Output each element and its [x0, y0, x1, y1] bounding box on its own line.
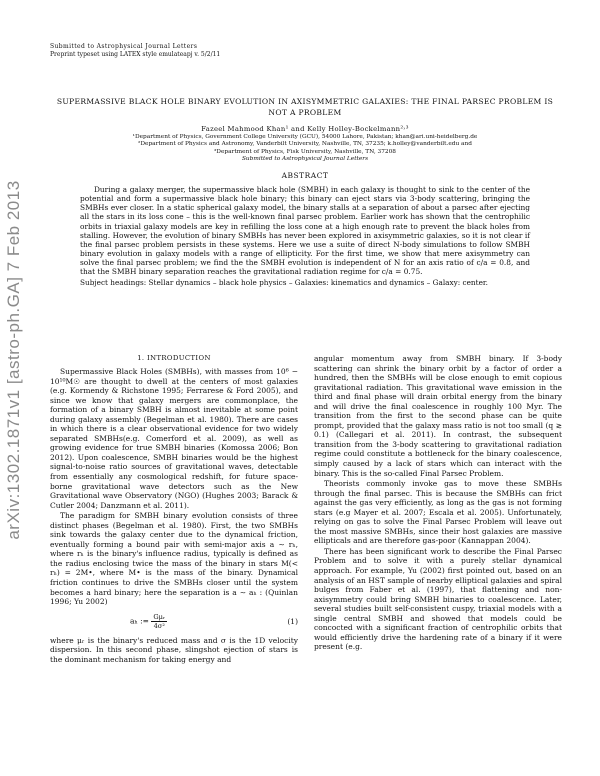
arxiv-identifier: arXiv:1302.1871v1 [astro-ph.GA] 7 Feb 2013: [4, 180, 23, 540]
equation-fraction: [151, 613, 167, 630]
left-column: [50, 354, 298, 664]
subject-headings: Subject headings: Stellar dynamics – black hole physics – Galaxies: kinematics and dynamics – Galaxy: center.: [80, 278, 488, 288]
arxiv-sidebar: [2, 150, 26, 570]
paragraph: Supermassive Black Holes (SMBHs), with masses from 10⁶ − 10¹⁰M☉ are thought to dwell at the centers of most galaxies (e.g. Kormendy & Richstone 1995; Ferrarese & Ford 2005), and since we know that galaxy mergers are commonplace, the formation of a binary SMBH is almost inevitable at some point during galaxy assembly (Begelman et al. 1980). There are cases in which there is a clear observational evidence for two widely separated SMBHs(e.g. Comerford et al. 2009), as well as growing evidence for true SMBH binaries (Komossa 2006; Bon 2012). Upon coalescence, SMBH binaries would be the highest signal-to-noise ratio sources of gravitational waves, detectable from essentially any cosmological redshift, for future space-borne gravitational wave detectors such as the New Gravitational wave Observatory (NGO) (Hughes 2003; Barack & Cutler 2004; Danzmann et al. 2011).: [50, 367, 298, 510]
equation-numerator: Gμᵣ: [153, 612, 166, 621]
paragraph: where μᵣ is the binary's reduced mass and σ is the 1D velocity dispersion. In this second phase, slingshot ejection of stars is the dominant mechanism for taking energy and: [50, 635, 298, 664]
abstract-text: During a galaxy merger, the supermassive black hole (SMBH) in each galaxy is thought to sink to the center of the potential and form a supermassive black hole binary; this binary can eject stars via 3-body scattering, bringing the SMBHs ever closer. In a static spherical galaxy model, the binary stalls at a separation of about a parsec after ejecting all the stars in its loss cone – this is the well-known final parsec problem. Earlier work has shown that the centrophilic orbits in triaxial galaxy models are key in refilling the loss cone at a high enough rate to prevent the black holes from stalling. However, the evolution of binary SMBHs has never been explored in axisymmetric galaxies, so it is not clear if the final parsec problem persists in these systems. Here we use a suite of direct N-body simulations to follow SMBH binary evolution in galaxy models with a range of ellipticity. For the first time, we show that mere axisymmetry can solve the final parsec problem; we find the the SMBH evolution is independent of N for an axis ratio of c/a = 0.8, and that the SMBH binary separation reaches the gravitational radiation regime for c/a = 0.75.: [80, 185, 530, 277]
paper-authors: Fazeel Mahmood Khan¹ and Kelly Holley-Bockelmann²˒³: [201, 125, 409, 133]
equation-lhs: aₕ :=: [130, 616, 149, 626]
paragraph: There has been significant work to describe the Final Parsec Problem and to solve it with a purely stellar dynamical approach. For example, Yu (2002) first pointed out, based on an analysis of an HST sample of nearby elliptical galaxies and spiral bulges from Faber et al. (1997), that flattening and non-axisymmetry could bring SMBH binaries to coalescence. Later, several studies built self-consistent cuspy, triaxial models with a single central SMBH and showed that models could be concocted with a significant fraction of centrophilic orbits that would efficiently drive the hardening rate of a binary if it were present (e.g.: [314, 546, 562, 652]
submitted-note: Submitted to Astrophysical Journal Letters: [241, 155, 369, 162]
paper-title: SUPERMASSIVE BLACK HOLE BINARY EVOLUTION IN AXISYMMETRIC GALAXIES: THE FINAL PARSEC PROBLEM IS NOT A PROBLEM: [56, 97, 554, 117]
paragraph: Theorists commonly invoke gas to move these SMBHs through the final parsec. This is because the SMBHs can frict against the gas very efficiently, as long as the gas is not forming stars (e.g Mayer et al. 2007; Escala et al. 2005). Unfortunately, relying on gas to solve the Final Parsec Problem will leave out the most massive SMBHs, since their host galaxies are massive ellipticals and are therefore gas-poor (Kannappan 2004).: [314, 479, 562, 546]
affiliation-2: ²Department of Physics and Astronomy, Vanderbilt University, Nashville, TN, 37235; k.holley@vanderbilt.edu and: [138, 141, 472, 148]
abstract-heading: ABSTRACT: [281, 171, 329, 181]
paper-page: [50, 0, 562, 664]
preprint-header: Preprint typeset using LATEX style emulateapj v. 5/2/11: [50, 51, 221, 58]
journal-header: Submitted to Astrophysical Journal Letters: [50, 43, 198, 50]
paragraph: The paradigm for SMBH binary evolution consists of three distinct phases (Begelman et al. 1980). First, the two SMBHs sink towards the galaxy center due to the dynamical friction, eventually forming a bound pair with semi-major axis a ∼ rₕ, where rₕ is the binary's influence radius, typically is defined as the radius enclosing twice the mass of the binary in stars M(< rₕ) = 2M•, where M• is the mass of the binary. Dynamical friction continues to drive the SMBHs closer until the system becomes a hard binary; here the separation is a ∼ aₕ : (Quinlan 1996; Yu 2002): [50, 511, 298, 607]
paragraph: angular momentum away from SMBH binary. If 3-body scattering can shrink the binary orbit by a factor of order a hundred, then the SMBHs will be close enough to emit copious gravitational radiation. This gravitational wave emission in the third and final phase will drain orbital energy from the binary and will drive the final coalescence in roughly 100 Myr. The transition from the first to the second phase can be quite prompt, provided that the galaxy mass ratio is not too small (q ≳ 0.1) (Callegari et al. 2011). In contrast, the subsequent transition from the 3-body scattering to gravitational radiation regime could constitute a bottleneck for the binary coalescence, simply caused by a lack of stars which can interact with the binary. This is the so-called Final Parsec Problem.: [314, 354, 562, 478]
section-heading: 1. INTRODUCTION: [137, 354, 211, 362]
equation-denominator: 4σ²: [153, 621, 165, 630]
right-column: [314, 354, 562, 652]
affiliation-3: ³Department of Physics, Fisk University, Nashville, TN, 37208: [213, 148, 396, 155]
equation-1: [50, 613, 298, 630]
equation-body: [130, 613, 167, 630]
equation-number: (1): [287, 616, 298, 626]
affiliation-1: ¹Department of Physics, Government College University (GCU), 54000 Lahore, Pakistan; khan@ari.uni-heidelberg.de: [132, 134, 478, 140]
